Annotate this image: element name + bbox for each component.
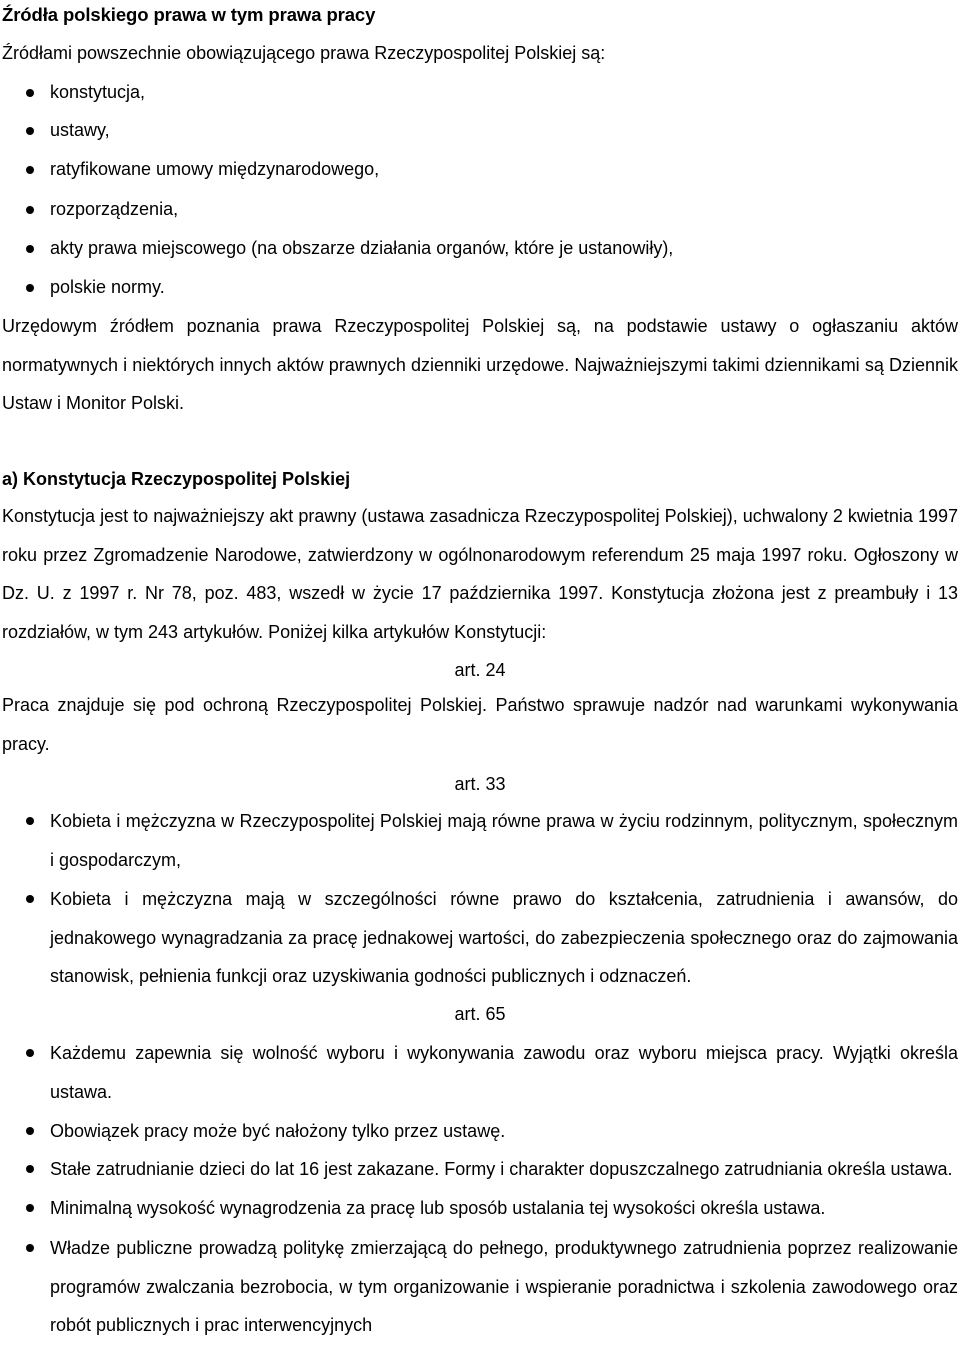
- art24-text: Praca znajduje się pod ochroną Rzeczypospolitej Polskiej. Państwo sprawuje nadzór nad warunkami wykonywania pracy.: [2, 695, 958, 754]
- bullet-icon: [26, 1127, 34, 1135]
- constitution-paragraph: Konstytucja jest to najważniejszy akt prawny (ustawa zasadnicza Rzeczypospolitej Polskiej), uchwalony 2 kwietnia 1997 roku przez Zgromadzenie Narodowe, zatwierdzony w ogólnonarodowym referendum 25 maja 1997 roku. Ogłoszony w Dz. U. z 1997 r. Nr 78, poz. 483, wszedł w życie 17 października 1997. Konstytucja złożona jest z preambuły i 13 rozdziałów, w tym 243 artykułów. Poniżej kilka artykułów Konstytucji:: [2, 506, 958, 642]
- list-item: Kobieta i mężczyzna mają w szczególności równe prawo do kształcenia, zatrudnienia i awansów, do jednakowego wynagradzania za pracę jednakowej wartości, do zabezpieczenia społecznego oraz do zajmowania stanowisk, pełnienia funkcji oraz uzyskiwania godności publicznych i odznaczeń.: [2, 880, 958, 996]
- bullet-icon: [26, 1049, 34, 1057]
- art33-heading: art. 33: [454, 774, 506, 794]
- bullet-icon: [26, 895, 34, 903]
- official-sources-paragraph: Urzędowym źródłem poznania prawa Rzeczypospolitej Polskiej są, na podstawie ustawy o ogłaszaniu aktów normatywnych i niektórych innych aktów prawnych dzienniki urzędowe. Najważniejszymi takimi dziennikami są Dziennik Ustaw i Monitor Polski.: [2, 316, 958, 413]
- bullet-icon: [26, 166, 34, 174]
- art24-heading: art. 24: [454, 660, 506, 680]
- section-a-heading: a) Konstytucja Rzeczypospolitej Polskiej: [2, 469, 351, 489]
- intro-text: Źródłami powszechnie obowiązującego prawa Rzeczypospolitej Polskiej są:: [2, 43, 606, 63]
- art65-heading: art. 65: [454, 1004, 506, 1024]
- bullet-icon: [26, 1204, 34, 1212]
- list-item: Minimalną wysokość wynagrodzenia za pracę lub sposób ustalania tej wysokości określa ustawa.: [2, 1189, 958, 1228]
- bullet-icon: [26, 89, 34, 97]
- document-title: Źródła polskiego prawa w tym prawa pracy: [2, 4, 376, 25]
- list-item: Stałe zatrudnianie dzieci do lat 16 jest zakazane. Formy i charakter dopuszczalnego zatrudniania określa ustawa.: [2, 1150, 958, 1189]
- list-item: Kobieta i mężczyzna w Rzeczypospolitej Polskiej mają równe prawa w życiu rodzinnym, politycznym, społecznym i gospodarczym,: [2, 802, 958, 879]
- bullet-icon: [26, 1165, 34, 1173]
- bullet-icon: [26, 245, 34, 253]
- bullet-icon: [26, 127, 34, 135]
- bullet-icon: [26, 206, 34, 214]
- bullet-icon: [26, 284, 34, 292]
- list-item: Władze publiczne prowadzą politykę zmierzającą do pełnego, produktywnego zatrudnienia poprzez realizowanie programów zwalczania bezrobocia, w tym organizowanie i wspieranie poradnictwa i szkolenia zawodowego oraz robót publicznych i prac interwencyjnych: [2, 1229, 958, 1345]
- list-item: Obowiązek pracy może być nałożony tylko przez ustawę.: [2, 1112, 958, 1151]
- bullet-icon: [26, 817, 34, 825]
- list-item: Każdemu zapewnia się wolność wyboru i wykonywania zawodu oraz wyboru miejsca pracy. Wyjątki określa ustawa.: [2, 1034, 958, 1111]
- bullet-icon: [26, 1244, 34, 1252]
